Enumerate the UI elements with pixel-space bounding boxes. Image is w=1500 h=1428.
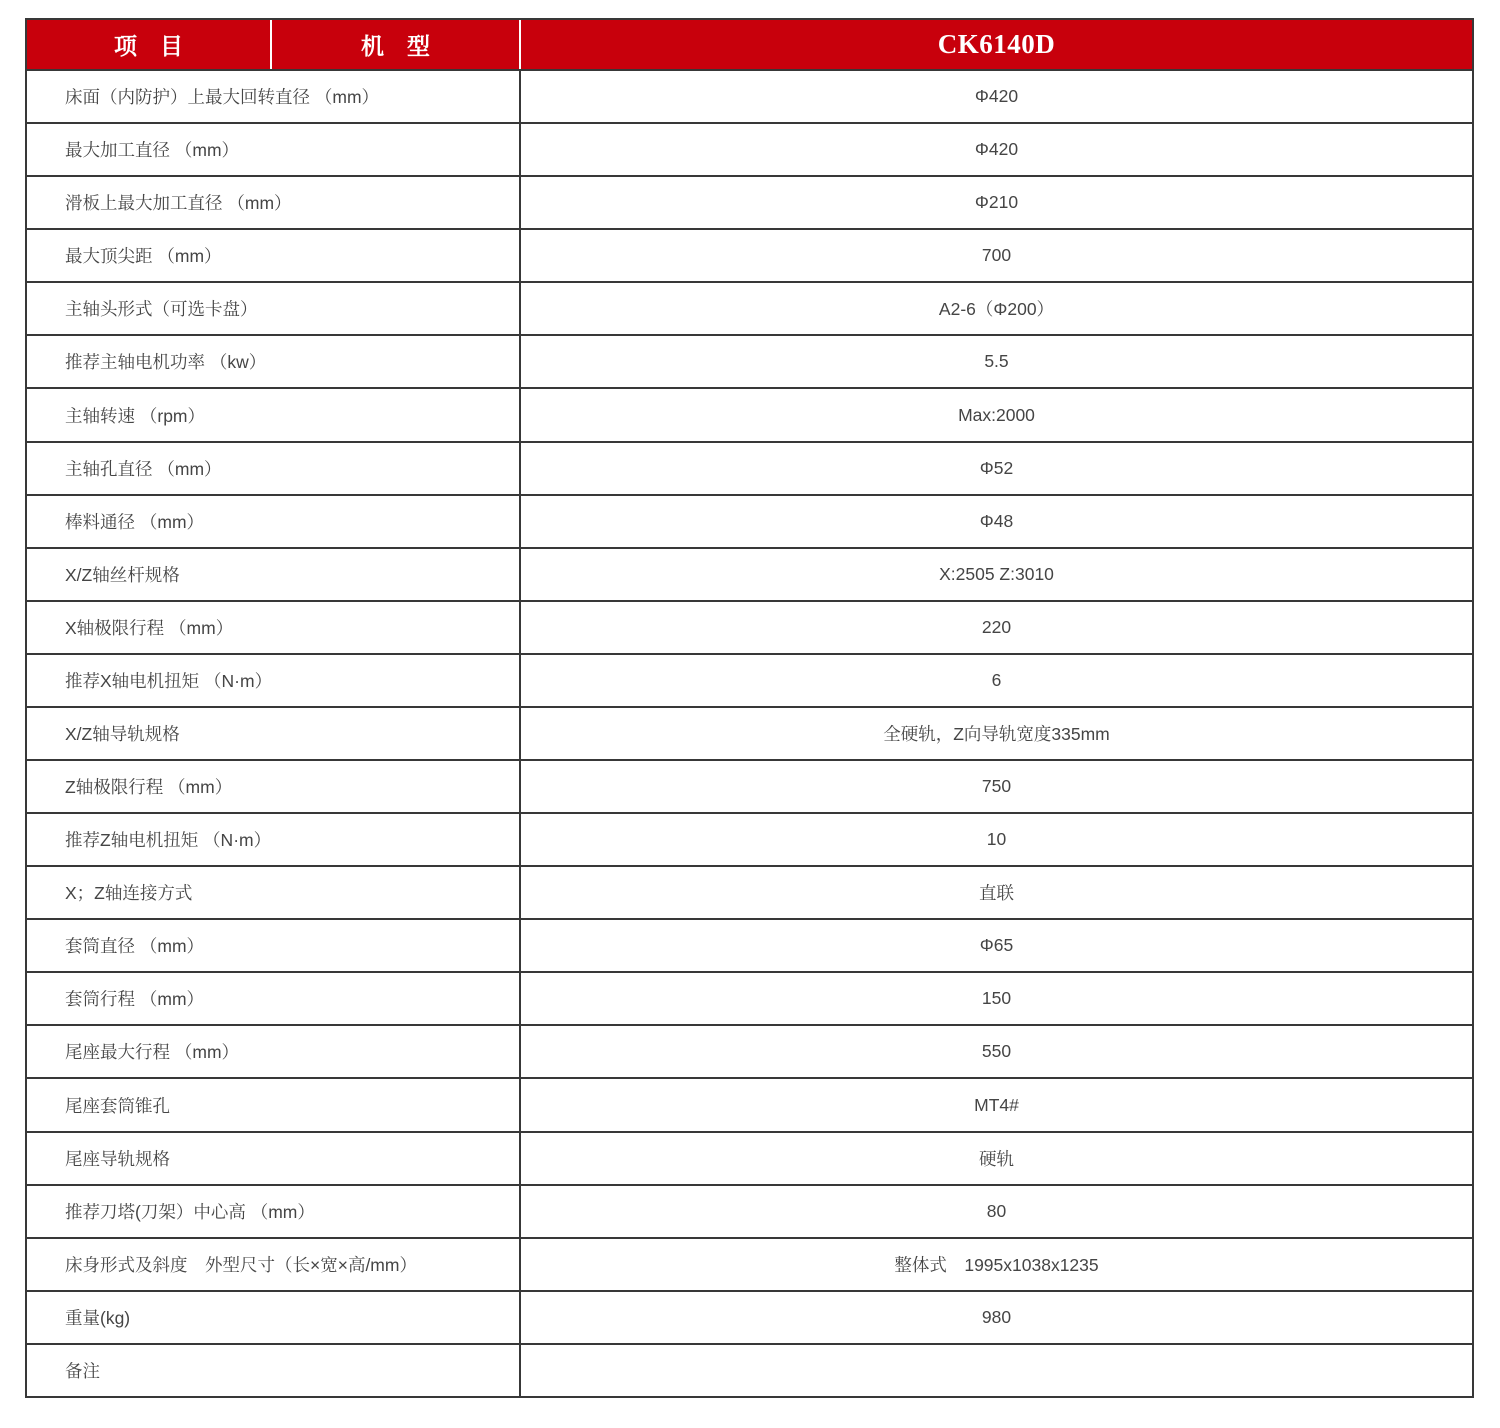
spec-item-value: 直联 (979, 883, 1014, 904)
spec-item-label: 棒料通径 （mm） (27, 496, 521, 547)
spec-item-label: 主轴头形式（可选卡盘） (27, 283, 521, 334)
table-row (27, 334, 1472, 387)
spec-item-label: Z轴极限行程 （mm） (27, 761, 521, 812)
spec-item-value: 整体式 1995x1038x1235 (894, 1254, 1099, 1275)
spec-item-value: A2-6（Φ200） (938, 299, 1055, 320)
table-row (27, 175, 1472, 228)
spec-item-label: 主轴孔直径 （mm） (27, 443, 521, 494)
spec-item-value: 750 (981, 776, 1012, 797)
table-row (27, 759, 1472, 812)
spec-item-value: Φ420 (974, 86, 1019, 107)
spec-item-value: 80 (986, 1200, 1007, 1221)
spec-item-label: X；Z轴连接方式 (27, 867, 521, 918)
spec-item-label: X/Z轴丝杆规格 (27, 549, 521, 600)
table-row (27, 228, 1472, 281)
table-header-row (27, 20, 1472, 71)
spec-item-value: 980 (981, 1306, 1012, 1327)
spec-item-label: 重量(kg) (27, 1292, 521, 1343)
spec-item-value: 10 (986, 829, 1007, 850)
spec-item-value: Max:2000 (958, 404, 1035, 425)
table-row (27, 1024, 1472, 1077)
spec-item-label: 最大加工直径 （mm） (27, 124, 521, 175)
spec-item-label: X/Z轴导轨规格 (27, 708, 521, 759)
table-row (27, 1131, 1472, 1184)
spec-item-value: 5.5 (984, 351, 1009, 372)
table-row (27, 122, 1472, 175)
spec-item-value: Φ48 (979, 510, 1014, 531)
spec-item-label: 尾座最大行程 （mm） (27, 1026, 521, 1077)
spec-item-value: MT4# (974, 1094, 1019, 1115)
spec-item-label: 推荐X轴电机扭矩 （N·m） (27, 655, 521, 706)
table-row (27, 706, 1472, 759)
spec-item-value: X:2505 Z:3010 (939, 563, 1054, 584)
spec-table (25, 18, 1474, 1398)
spec-item-label: 最大顶尖距 （mm） (27, 230, 521, 281)
spec-item-label: 尾座套筒锥孔 (27, 1079, 521, 1130)
spec-item-value: Φ52 (979, 457, 1014, 478)
table-row (27, 494, 1472, 547)
table-row (27, 600, 1472, 653)
spec-item-value: 150 (981, 988, 1012, 1009)
spec-item-value (521, 1345, 1472, 1396)
spec-item-value: Φ420 (974, 139, 1019, 160)
table-row (27, 441, 1472, 494)
table-row (27, 865, 1472, 918)
table-row (27, 387, 1472, 440)
table-row (27, 71, 1472, 122)
spec-item-value: 220 (981, 616, 1012, 637)
table-row (27, 971, 1472, 1024)
spec-item-value: Φ210 (974, 192, 1019, 213)
table-row (27, 1077, 1472, 1130)
spec-item-value: 550 (981, 1041, 1012, 1062)
spec-item-label: 套筒直径 （mm） (27, 920, 521, 971)
spec-item-label: 主轴转速 （rpm） (27, 389, 521, 440)
spec-item-label: 备注 (27, 1345, 521, 1396)
spec-item-label: X轴极限行程 （mm） (27, 602, 521, 653)
header-model-column: 机 型 (272, 20, 521, 69)
spec-item-label: 滑板上最大加工直径 （mm） (27, 177, 521, 228)
table-row (27, 812, 1472, 865)
table-row (27, 1184, 1472, 1237)
spec-item-label: 尾座导轨规格 (27, 1133, 521, 1184)
spec-item-label: 推荐主轴电机功率 （kw） (27, 336, 521, 387)
spec-item-value: 硬轨 (979, 1148, 1014, 1169)
header-item-column: 项 目 (27, 20, 272, 69)
header-model-name: CK6140D (937, 29, 1056, 59)
table-row (27, 547, 1472, 600)
table-row (27, 1237, 1472, 1290)
spec-item-label: 床身形式及斜度 外型尺寸（长×宽×高/mm） (27, 1239, 521, 1290)
spec-item-label: 床面（内防护）上最大回转直径 （mm） (27, 71, 521, 122)
spec-item-value: Φ65 (979, 935, 1014, 956)
table-row (27, 918, 1472, 971)
spec-item-label: 套筒行程 （mm） (27, 973, 521, 1024)
spec-item-label: 推荐Z轴电机扭矩 （N·m） (27, 814, 521, 865)
table-row (27, 281, 1472, 334)
spec-item-value: 全硬轨，Z向导轨宽度335mm (883, 723, 1110, 744)
spec-item-label: 推荐刀塔(刀架）中心高 （mm） (27, 1186, 521, 1237)
table-row (27, 1290, 1472, 1343)
spec-item-value: 700 (981, 245, 1012, 266)
spec-item-value: 6 (991, 669, 1002, 690)
table-row (27, 1343, 1472, 1396)
table-row (27, 653, 1472, 706)
